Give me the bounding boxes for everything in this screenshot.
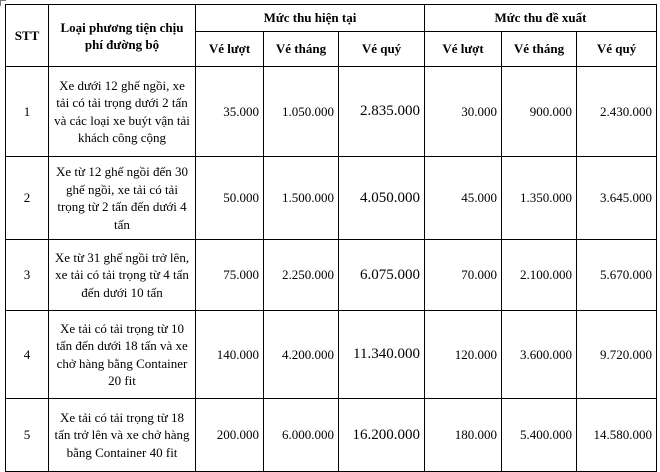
row-vehicle-type: Xe từ 31 ghế ngồi trở lên, xe tải có tải trọng từ 4 tấn đến dưới 10 tấn [49,240,196,311]
row-vehicle-type: Xe tải có tải trọng từ 10 tấn đến dưới 18 tấn và xe chở hàng bằng Container 20 fit [49,311,196,399]
header-proposed-single-ticket: Vé lượt [425,32,502,67]
current-monthly-fee: 1.050.000 [264,67,339,157]
current-single-fee: 75.000 [196,240,264,311]
current-quarterly-fee: 16.200.000 [339,399,425,472]
current-monthly-fee: 4.200.000 [264,311,339,399]
current-quarterly-fee: 11.340.000 [339,311,425,399]
proposed-single-fee: 180.000 [425,399,502,472]
header-proposed-fees: Mức thu đề xuất [425,5,657,32]
current-monthly-fee: 6.000.000 [264,399,339,472]
header-proposed-monthly-ticket: Vé tháng [502,32,577,67]
row-stt: 2 [6,157,49,240]
row-stt: 1 [6,67,49,157]
row-vehicle-type: Xe từ 12 ghế ngồi đến 30 ghế ngồi, xe tải có tải trọng từ 2 tấn đến dưới 4 tấn [49,157,196,240]
header-current-monthly-ticket: Vé tháng [264,32,339,67]
proposed-quarterly-fee: 14.580.000 [577,399,657,472]
row-stt: 3 [6,240,49,311]
proposed-single-fee: 70.000 [425,240,502,311]
row-vehicle-type: Xe tải có tải trọng từ 18 tấn trở lên và xe chở hàng bằng Container 40 fit [49,399,196,472]
proposed-monthly-fee: 2.100.000 [502,240,577,311]
proposed-single-fee: 120.000 [425,311,502,399]
table-row [6,157,657,240]
proposed-single-fee: 45.000 [425,157,502,240]
current-quarterly-fee: 2.835.000 [339,67,425,157]
table-row [6,311,657,399]
header-current-fees: Mức thu hiện tại [196,5,425,32]
current-single-fee: 35.000 [196,67,264,157]
row-stt: 5 [6,399,49,472]
proposed-quarterly-fee: 9.720.000 [577,311,657,399]
current-monthly-fee: 1.500.000 [264,157,339,240]
header-row-groups [6,5,657,32]
header-current-single-ticket: Vé lượt [196,32,264,67]
proposed-single-fee: 30.000 [425,67,502,157]
proposed-monthly-fee: 1.350.000 [502,157,577,240]
header-vehicle-type: Loại phương tiện chịu phí đường bộ [49,5,196,67]
header-current-quarterly-ticket: Vé quý [339,32,425,67]
current-single-fee: 50.000 [196,157,264,240]
current-quarterly-fee: 6.075.000 [339,240,425,311]
road-fee-table [5,4,657,472]
current-monthly-fee: 2.250.000 [264,240,339,311]
current-quarterly-fee: 4.050.000 [339,157,425,240]
table-row [6,240,657,311]
proposed-monthly-fee: 900.000 [502,67,577,157]
current-single-fee: 200.000 [196,399,264,472]
proposed-quarterly-fee: 3.645.000 [577,157,657,240]
table-row [6,399,657,472]
proposed-quarterly-fee: 5.670.000 [577,240,657,311]
row-vehicle-type: Xe dưới 12 ghế ngồi, xe tải có tải trọng dưới 2 tấn và các loại xe buýt vận tải khách công cộng [49,67,196,157]
header-proposed-quarterly-ticket: Vé quý [577,32,657,67]
current-single-fee: 140.000 [196,311,264,399]
proposed-monthly-fee: 5.400.000 [502,399,577,472]
table-row [6,67,657,157]
header-stt: STT [6,5,49,67]
row-stt: 4 [6,311,49,399]
proposed-monthly-fee: 3.600.000 [502,311,577,399]
proposed-quarterly-fee: 2.430.000 [577,67,657,157]
